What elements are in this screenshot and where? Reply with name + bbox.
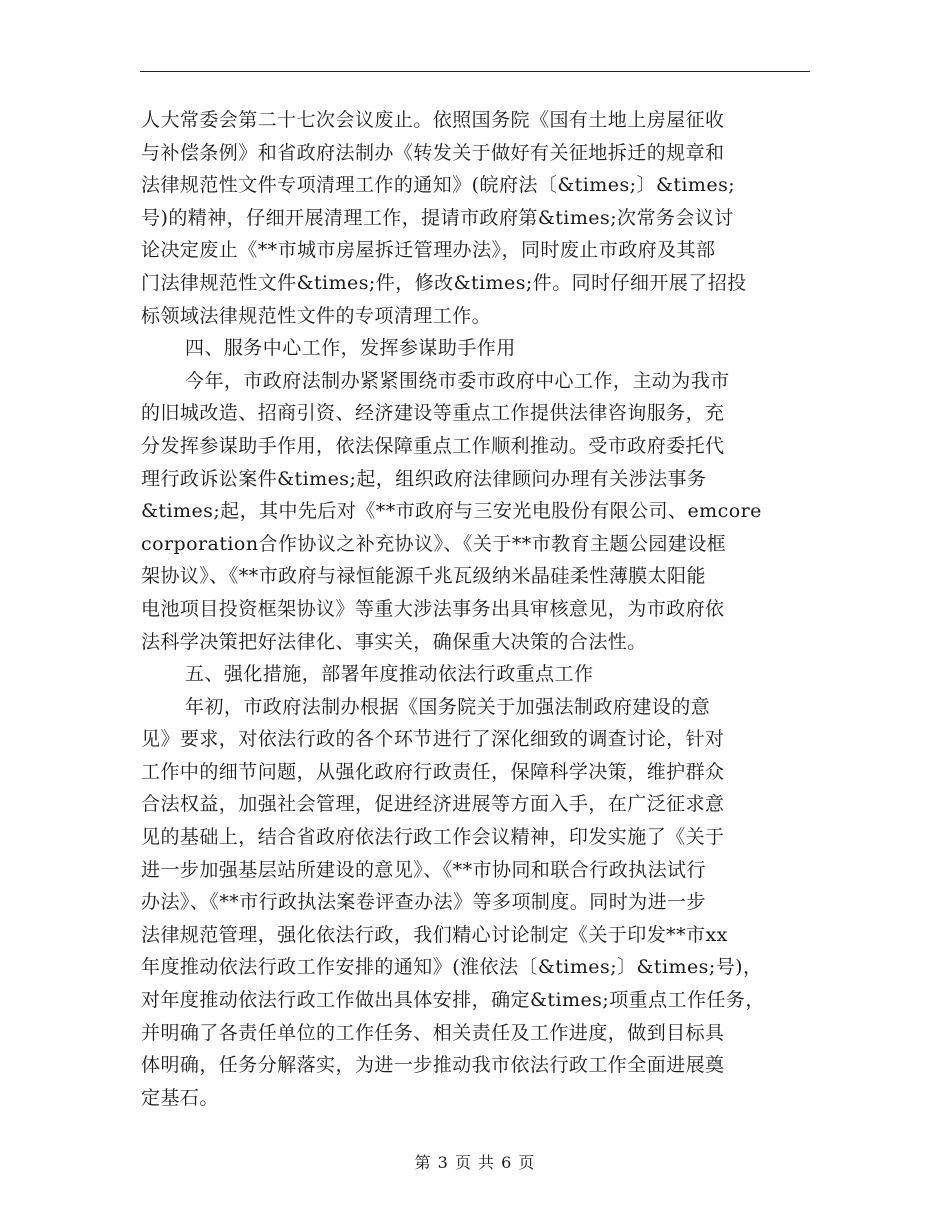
text-line: 办法》、《**市行政执法案卷评查办法》等多项制度。同时为进一步 (141, 891, 706, 914)
text-line: 电池项目投资框架协议》等重大涉法事务出具审核意见，为市政府依 (141, 597, 725, 620)
text-line: 论决定废止《**市城市房屋拆迁管理办法》，同时废止市政府及其部 (141, 239, 716, 262)
text-line: 五、强化措施，部署年度推动依法行政重点工作 (185, 663, 594, 686)
text-line: 工作中的细节问题，从强化政府行政责任，保障科学决策，维护群众 (141, 760, 725, 783)
page-number-footer: 第 3 页 共 6 页 (414, 1153, 536, 1172)
text-line: 年初，市政府法制办根据《国务院关于加强法制政府建设的意 (185, 695, 711, 718)
document-body (141, 104, 813, 1114)
text-line: 号)的精神，仔细开展清理工作，提请市政府第&times;次常务会议讨 (141, 206, 734, 229)
text-line: 体明确，任务分解落实，为进一步推动我市依法行政工作全面进展奠 (141, 1054, 725, 1077)
text-line: 门法律规范性文件&times;件，修改&times;件。同时仔细开展了招投 (141, 271, 747, 294)
text-line: 年度推动依法行政工作安排的通知》(淮依法〔&times;〕&times;号)， (141, 956, 763, 979)
text-line: 合法权益，加强社会管理，促进经济进展等方面入手，在广泛征求意 (141, 793, 725, 816)
text-line: &times;起，其中先后对《**市政府与三安光电股份有限公司、emcore (141, 500, 762, 523)
text-line: 与补偿条例》和省政府法制办《转发关于做好有关征地拆迁的规章和 (141, 141, 725, 164)
text-line: 并明确了各责任单位的工作任务、相关责任及工作进度，做到目标具 (141, 1021, 725, 1044)
text-line: 见的基础上，结合省政府依法行政工作会议精神，印发实施了《关于 (141, 826, 725, 849)
text-line: 理行政诉讼案件&times;起，组织政府法律顾问办理有关涉法事务 (141, 467, 707, 490)
text-line: 今年，市政府法制办紧紧围绕市委市政府中心工作，主动为我市 (185, 369, 730, 392)
text-line: 法律规范管理，强化依法行政，我们精心讨论制定《关于印发**市xx (141, 923, 728, 946)
text-line: 人大常委会第二十七次会议废止。依照国务院《国有土地上房屋征收 (141, 109, 725, 131)
text-line: 进一步加强基层站所建设的意见》、《**市协同和联合行政执法试行 (141, 858, 706, 881)
text-line: 标领域法律规范性文件的专项清理工作。 (141, 304, 492, 327)
text-line: 四、服务中心工作，发挥参谋助手作用 (185, 337, 516, 360)
text-line: 法律规范性文件专项清理工作的通知》(皖府法〔&times;〕&times; (141, 174, 736, 197)
text-line: 法科学决策把好法律化、事实关，确保重大决策的合法性。 (141, 630, 647, 653)
text-line: 见》要求，对依法行政的各个环节进行了深化细致的调查讨论，针对 (141, 728, 725, 751)
header-rule (140, 71, 810, 72)
text-line: 对年度推动依法行政工作做出具体安排，确定&times;项重点工作任务， (141, 989, 765, 1012)
text-line: 分发挥参谋助手作用，依法保障重点工作顺利推动。受市政府委托代 (141, 434, 725, 457)
text-line: 定基石。 (141, 1086, 219, 1109)
text-line: 的旧城改造、招商引资、经济建设等重点工作提供法律咨询服务，充 (141, 402, 725, 425)
text-line: 架协议》、《**市政府与禄恒能源千兆瓦级纳米晶硅柔性薄膜太阳能 (141, 565, 706, 588)
text-line: corporation合作协议之补充协议》、《关于**市教育主题公园建设框 (141, 532, 727, 555)
